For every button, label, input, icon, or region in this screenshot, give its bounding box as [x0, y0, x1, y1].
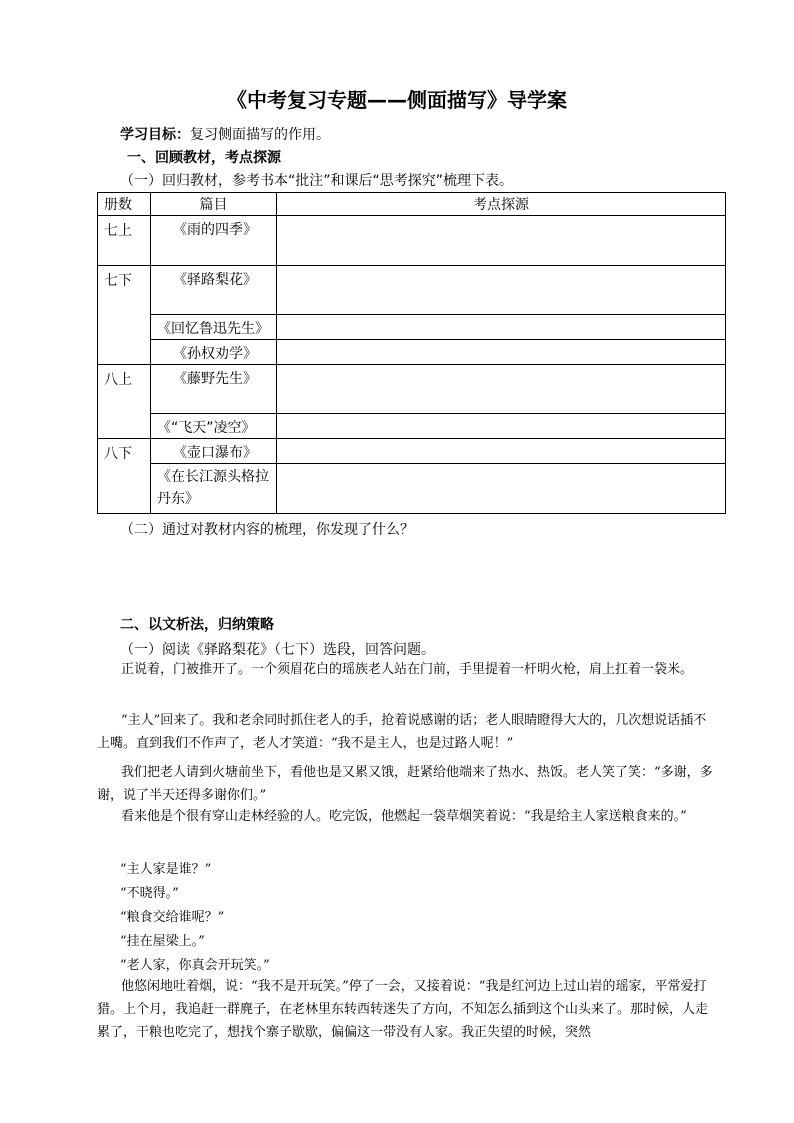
- dialogue-line: “不晓得。”: [120, 886, 179, 901]
- source-cell[interactable]: [277, 464, 726, 514]
- dialogue-line: “主人家是谁？”: [120, 862, 212, 877]
- dialogue-line: “粮食交给谁呢？”: [120, 910, 225, 925]
- passage-paragraph: 看来他是个很有穿山走林经验的人。吃完饭，他燃起一袋草烟笑着说：“我是给主人家送粮食来的。”: [121, 809, 687, 824]
- section1-heading: 一、回顾教材，考点探源: [127, 150, 281, 166]
- table-row: [98, 464, 726, 514]
- section2-sub1: （一）阅读《驿路梨花》（七下）选段，回答问题。: [120, 642, 435, 658]
- dialogue-line: “老人家，你真会开玩笑。”: [120, 958, 270, 973]
- objective-text: 复习侧面描写的作用。: [190, 127, 330, 143]
- volume-cell: 八上: [98, 365, 151, 439]
- learning-objective: [120, 124, 330, 144]
- source-cell[interactable]: [277, 315, 726, 340]
- section1-sub1: （一）回归教材，参考书本“批注”和课后“思考探究”梳理下表。: [120, 173, 514, 189]
- title-cell: 《在长江源头格拉丹东》: [151, 464, 277, 514]
- table-row: [98, 216, 726, 266]
- table-row: [98, 266, 726, 315]
- table-header-row: [98, 193, 726, 216]
- passage-paragraph: “主人”回来了。我和老余同时抓住老人的手，抢着说感谢的话；老人眼睛瞪得大大的，几次想说话插不上嘴。直到我们不作声了，老人才笑道：“我不是主人，也是过路人呢！”: [97, 713, 707, 751]
- title-cell: 《回忆鲁迅先生》: [151, 315, 277, 340]
- volume-cell: 七上: [98, 216, 151, 266]
- table-row: [98, 340, 726, 365]
- table-row: [98, 414, 726, 439]
- source-cell[interactable]: [277, 439, 726, 464]
- source-cell[interactable]: [277, 266, 726, 315]
- header-source: 考点探源: [277, 193, 726, 216]
- dialogue-line: “挂在屋梁上。”: [120, 934, 205, 949]
- objective-label: 学习目标：: [120, 127, 190, 143]
- volume-cell: 八下: [98, 439, 151, 514]
- source-cell[interactable]: [277, 340, 726, 365]
- table-row: [98, 315, 726, 340]
- passage-paragraph: 正说着，门被推开了。一个须眉花白的瑶族老人站在门前，手里提着一杆明火枪，肩上扛着一袋米。: [121, 662, 694, 677]
- title-cell: 《藤野先生》: [151, 365, 277, 414]
- source-table: [97, 192, 726, 514]
- passage-paragraph: 他悠闲地吐着烟，说：“我不是开玩笑。”停了一会，又接着说：“我是红河边上过山岩的瑶家，平常爱打猎。上个月，我追赶一群麂子，在老林里东转西转迷失了方向，不知怎么插到这个山头来了。那时候，人走累了，干粮也吃完了，想找个寨子歇歇，偏偏这一带没有人家。我正失望的时候，突然: [97, 979, 709, 1040]
- title-cell: 《驿路梨花》: [151, 266, 277, 315]
- source-cell[interactable]: [277, 365, 726, 414]
- title-cell: 《雨的四季》: [151, 216, 277, 266]
- passage-paragraph: 我们把老人请到火塘前坐下，看他也是又累又饿，赶紧给他端来了热水、热饭。老人笑了笑：“多谢，多谢，说了半天还得多谢你们。”: [97, 765, 713, 803]
- header-title: 篇目: [151, 193, 277, 216]
- source-cell[interactable]: [277, 216, 726, 266]
- table-row: [98, 365, 726, 414]
- table-row: [98, 439, 726, 464]
- title-cell: 《“飞天”凌空》: [151, 414, 277, 439]
- title-cell: 《孙权劝学》: [151, 340, 277, 365]
- section2-heading: 二、以文析法，归纳策略: [120, 617, 274, 633]
- volume-cell: 七下: [98, 266, 151, 365]
- document-title: 《中考复习专题——侧面描写》导学案: [227, 88, 567, 112]
- header-volume: 册数: [98, 193, 151, 216]
- section1-sub2: （二）通过对教材内容的梳理，你发现了什么？: [120, 522, 414, 538]
- source-cell[interactable]: [277, 414, 726, 439]
- title-cell: 《壶口瀑布》: [151, 439, 277, 464]
